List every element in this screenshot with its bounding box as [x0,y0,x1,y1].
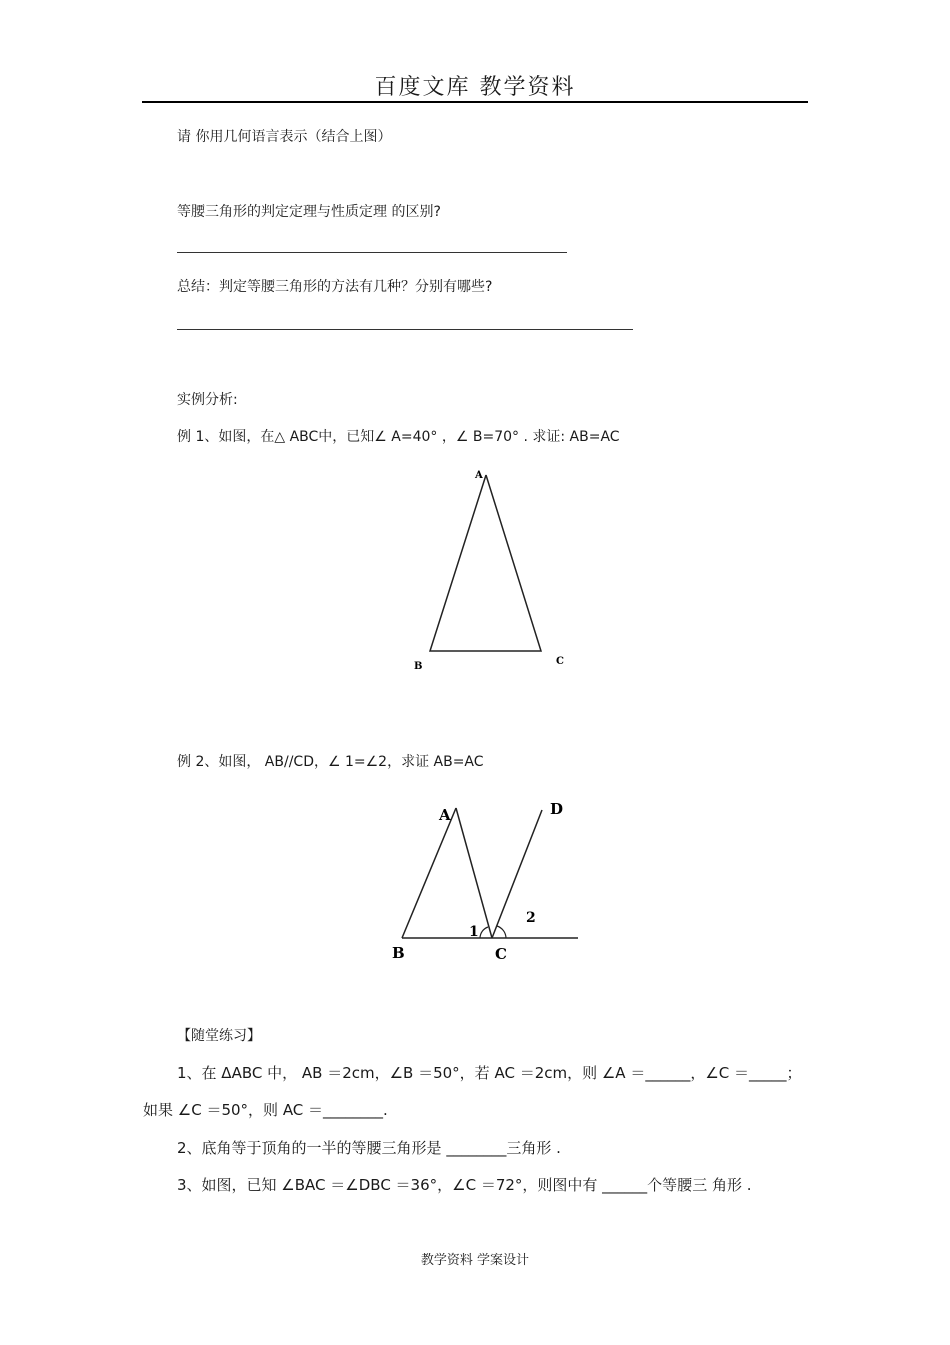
vertex-label-d: D [550,800,564,818]
angle-2-arc [497,926,506,938]
practice-q1-line1: 1、在 ΔABC 中， AB ＝2cm，∠B ＝50°，若 AC ＝2cm，则 ∠A ＝______，∠C ＝_____； [177,1064,802,1082]
vertex-label-a: A [439,806,451,824]
section-examples: 实例分析: [177,392,238,408]
angle-label-1: 1 [469,924,479,940]
angle-label-2: 2 [526,910,536,926]
vertex-label-c: C [495,945,507,963]
header-rule [142,101,808,103]
vertex-label-a: A [475,470,483,481]
practice-title: 【随堂练习】 [177,1028,261,1044]
vertex-label-b: B [414,661,423,672]
practice-q3: 3、如图，已知 ∠BAC ＝∠DBC ＝36°，∠C ＝72°，则图中有 ______个等腰三 角形 . [177,1176,752,1194]
vertex-label-b: B [392,944,405,962]
question-difference: 等腰三角形的判定定理与性质定理 的区别? [177,204,441,220]
example-2-text: 例 2、如图， AB//CD，∠ 1=∠2，求证 AB=AC [177,754,484,770]
angle-1-arc [480,927,488,938]
example-1-text: 例 1、如图，在△ ABC中，已知∠ A=40° ，∠ B=70° . 求证: AB=AC [177,429,620,445]
practice-q2: 2、底角等于顶角的一半的等腰三角形是 ________三角形 . [177,1139,561,1157]
question-summary: 总结：判定等腰三角形的方法有几种？分别有哪些? [177,279,493,295]
page-header-title: 百度文库 教学资料 [374,75,576,100]
question-prompt: 请 你用几何语言表示（结合上图） [177,129,392,145]
answer-line-2 [177,329,633,330]
segment-ab [402,808,456,938]
answer-line-1 [177,252,567,253]
figure-triangle-abc [400,460,590,680]
page-footer: 教学资料 学案设计 [420,1253,530,1268]
figure-parallel-lines [385,795,585,970]
vertex-label-c: C [556,656,564,667]
triangle-abc-outline [430,475,541,651]
segment-ac [456,808,492,938]
practice-q1-line2: 如果 ∠C ＝50°，则 AC ＝________. [143,1101,388,1119]
